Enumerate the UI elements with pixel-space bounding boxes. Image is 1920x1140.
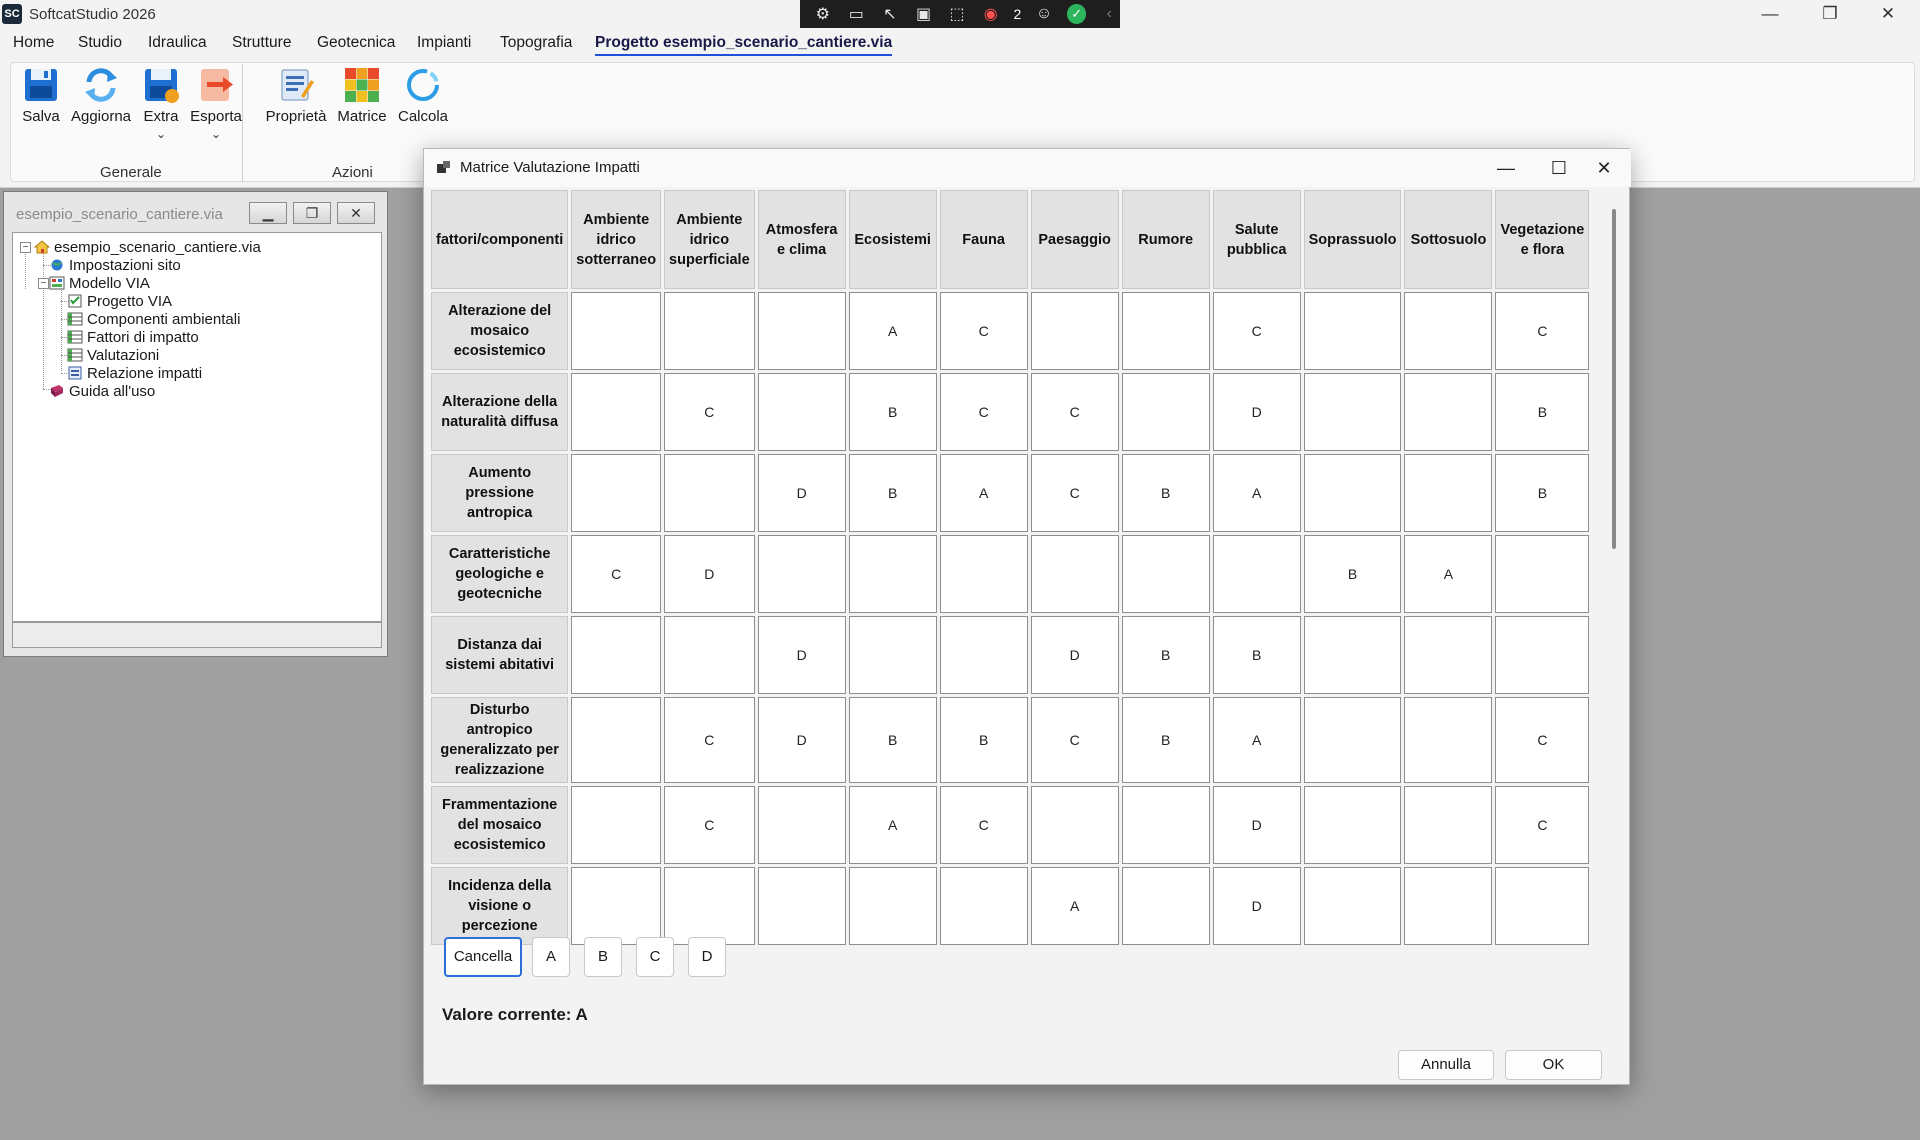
calculate-button[interactable] bbox=[396, 66, 450, 125]
menu-strutture[interactable]: Strutture bbox=[232, 34, 292, 51]
matrix-cell[interactable] bbox=[1304, 697, 1402, 783]
dialog-maximize-button[interactable]: ☐ bbox=[1550, 158, 1568, 178]
menu-home[interactable]: Home bbox=[13, 34, 55, 51]
row-header[interactable]: Aumento pressione antropica bbox=[431, 454, 568, 532]
tree-connector bbox=[43, 251, 44, 389]
tree-item-fattori-impatto[interactable]: Fattori di impatto bbox=[67, 328, 199, 348]
matrix-cell[interactable] bbox=[571, 616, 661, 694]
project-status-bar bbox=[12, 622, 382, 648]
matrix-cell[interactable] bbox=[758, 292, 846, 370]
matrix-grid-viewport bbox=[428, 187, 1608, 934]
matrix-cell[interactable] bbox=[1304, 786, 1402, 864]
matrix-cell[interactable] bbox=[664, 867, 755, 945]
refresh-label: Aggiorna bbox=[70, 108, 132, 125]
properties-icon bbox=[277, 66, 315, 104]
cancel-button[interactable]: Annulla bbox=[1398, 1050, 1494, 1080]
column-header[interactable]: Vegetazione e flora bbox=[1495, 190, 1589, 289]
ribbon-group-separator bbox=[242, 64, 243, 182]
book-icon bbox=[49, 384, 65, 398]
current-value-label: Valore corrente: A bbox=[442, 1005, 588, 1024]
extra-icon bbox=[142, 66, 180, 104]
matrix-cell[interactable] bbox=[664, 454, 755, 532]
matrix-cell[interactable] bbox=[1404, 373, 1492, 451]
menu-geotecnica[interactable]: Geotecnica bbox=[317, 34, 396, 51]
app-title: SoftcatStudio 2026 bbox=[29, 6, 156, 23]
matrix-cell[interactable] bbox=[1122, 867, 1210, 945]
tree-item-guida[interactable]: Guida all'uso bbox=[49, 382, 155, 402]
floating-toolbar bbox=[800, 0, 1120, 28]
matrix-cell[interactable] bbox=[571, 373, 661, 451]
menu-topografia[interactable]: Topografia bbox=[500, 34, 573, 51]
matrix-cell[interactable] bbox=[1495, 867, 1589, 945]
column-header[interactable]: Sottosuolo bbox=[1404, 190, 1492, 289]
table-icon bbox=[67, 348, 83, 362]
matrix-cell[interactable] bbox=[940, 535, 1028, 613]
matrix-cell[interactable] bbox=[1122, 535, 1210, 613]
matrix-cell[interactable]: B bbox=[1495, 373, 1589, 451]
matrix-cell[interactable] bbox=[1404, 697, 1492, 783]
matrix-cell[interactable] bbox=[1304, 373, 1402, 451]
tree-connector bbox=[61, 287, 62, 371]
matrix-cell[interactable]: D bbox=[1213, 867, 1301, 945]
matrix-cell[interactable] bbox=[1304, 616, 1402, 694]
matrix-cell[interactable] bbox=[1404, 616, 1492, 694]
dialog-close-button[interactable]: ✕ bbox=[1596, 158, 1612, 178]
tree-item-progetto-via[interactable]: Progetto VIA bbox=[67, 292, 172, 312]
tree-item-relazione-impatti[interactable]: Relazione impatti bbox=[67, 364, 202, 384]
minimize-button[interactable]: — bbox=[1761, 4, 1779, 23]
refresh-icon bbox=[82, 66, 120, 104]
row-header[interactable]: Frammentazione del mosaico ecosistemico bbox=[431, 786, 568, 864]
matrix-cell[interactable]: C bbox=[940, 373, 1028, 451]
matrix-cell[interactable] bbox=[1304, 292, 1402, 370]
table-row bbox=[431, 867, 1589, 945]
matrix-cell[interactable]: A bbox=[1404, 535, 1492, 613]
table-row bbox=[431, 454, 1589, 532]
dialog-app-icon bbox=[436, 159, 452, 175]
check-icon[interactable]: ✓ bbox=[1067, 4, 1087, 24]
table-icon bbox=[67, 330, 83, 344]
matrix-cell[interactable] bbox=[849, 535, 937, 613]
column-header[interactable]: Paesaggio bbox=[1031, 190, 1119, 289]
column-header[interactable]: Soprassuolo bbox=[1304, 190, 1402, 289]
matrix-cell[interactable]: C bbox=[1495, 292, 1589, 370]
matrix-cell[interactable]: D bbox=[1213, 786, 1301, 864]
row-header[interactable]: Distanza dai sistemi abitativi bbox=[431, 616, 568, 694]
checklist-icon bbox=[67, 294, 83, 308]
row-header[interactable]: Incidenza della visione o percezione bbox=[431, 867, 568, 945]
column-header[interactable]: Fauna bbox=[940, 190, 1028, 289]
export-label: Esporta bbox=[190, 108, 242, 125]
row-header[interactable]: Alterazione della naturalità diffusa bbox=[431, 373, 568, 451]
matrix-cell[interactable]: B bbox=[940, 697, 1028, 783]
matrix-corner-header: fattori/componenti bbox=[431, 190, 568, 289]
table-row bbox=[431, 373, 1589, 451]
matrix-cell[interactable] bbox=[1031, 292, 1119, 370]
menu-bar bbox=[0, 28, 1920, 58]
app-logo-icon: SC bbox=[2, 4, 22, 24]
cursor-icon[interactable]: ↖ bbox=[883, 6, 897, 23]
tree-item-modello-via[interactable]: Modello VIA bbox=[49, 274, 150, 294]
matrix-cell[interactable]: C bbox=[571, 535, 661, 613]
project-window-title: esempio_scenario_cantiere.via bbox=[16, 206, 223, 223]
matrix-button[interactable] bbox=[335, 66, 389, 125]
matrix-cell[interactable] bbox=[664, 616, 755, 694]
matrix-cell[interactable] bbox=[571, 292, 661, 370]
matrix-cell[interactable] bbox=[1495, 535, 1589, 613]
matrix-cell[interactable]: C bbox=[1213, 292, 1301, 370]
matrix-cell[interactable]: C bbox=[1031, 454, 1119, 532]
matrix-cell[interactable] bbox=[758, 373, 846, 451]
column-header[interactable]: Rumore bbox=[1122, 190, 1210, 289]
matrix-cell[interactable]: C bbox=[1495, 697, 1589, 783]
table-row bbox=[431, 616, 1589, 694]
matrix-cell[interactable]: B bbox=[1495, 454, 1589, 532]
matrix-cell[interactable] bbox=[758, 867, 846, 945]
column-header[interactable]: Atmosfera e clima bbox=[758, 190, 846, 289]
project-tree bbox=[12, 232, 382, 622]
matrix-cell[interactable] bbox=[1404, 292, 1492, 370]
matrix-cell[interactable]: C bbox=[940, 786, 1028, 864]
vertical-scrollbar[interactable] bbox=[1612, 209, 1616, 549]
restore-button[interactable]: ❐ bbox=[1822, 4, 1838, 23]
extra-label: Extra bbox=[143, 108, 179, 125]
frame-icon[interactable]: ▣ bbox=[915, 6, 932, 23]
refresh-button[interactable] bbox=[70, 66, 132, 125]
chevron-down-icon: ⌄ bbox=[155, 127, 167, 141]
matrix-cell[interactable] bbox=[1304, 454, 1402, 532]
impact-matrix-dialog bbox=[423, 148, 1630, 1085]
tree-item-project[interactable]: esempio_scenario_cantiere.via bbox=[34, 238, 261, 258]
matrix-cell[interactable]: D bbox=[1213, 373, 1301, 451]
export-button[interactable] bbox=[188, 66, 244, 141]
matrix-cell[interactable] bbox=[758, 535, 846, 613]
table-row bbox=[431, 697, 1589, 783]
matrix-cell[interactable]: B bbox=[849, 373, 937, 451]
menu-studio[interactable]: Studio bbox=[78, 34, 122, 51]
screen-settings-icon[interactable]: ⚙ bbox=[815, 6, 830, 23]
record-count: 2 bbox=[1013, 6, 1022, 22]
globe-icon bbox=[49, 258, 65, 272]
matrix-cell[interactable] bbox=[849, 867, 937, 945]
project-minimize-button[interactable]: ▁ bbox=[249, 202, 287, 224]
matrix-cell[interactable]: C bbox=[1031, 697, 1119, 783]
matrix-cell[interactable]: D bbox=[758, 454, 846, 532]
matrix-cell[interactable]: D bbox=[1031, 616, 1119, 694]
project-restore-button[interactable]: ❐ bbox=[293, 202, 331, 224]
impact-matrix bbox=[428, 187, 1592, 948]
clear-button[interactable]: Cancella bbox=[444, 937, 522, 977]
ribbon-group-azioni: Azioni bbox=[332, 164, 373, 181]
matrix-cell[interactable] bbox=[571, 786, 661, 864]
project-window bbox=[3, 191, 388, 657]
close-button[interactable]: ✕ bbox=[1880, 4, 1896, 23]
report-icon bbox=[67, 366, 83, 380]
home-icon bbox=[34, 240, 50, 254]
matrix-cell[interactable]: B bbox=[1122, 616, 1210, 694]
matrix-cell[interactable]: A bbox=[1213, 697, 1301, 783]
matrix-cell[interactable] bbox=[1031, 786, 1119, 864]
record-icon[interactable]: ◉ bbox=[983, 6, 998, 23]
matrix-cell[interactable]: D bbox=[758, 697, 846, 783]
matrix-cell[interactable] bbox=[571, 454, 661, 532]
matrix-cell[interactable]: B bbox=[849, 697, 937, 783]
tree-item-valutazioni[interactable]: Valutazioni bbox=[67, 346, 159, 366]
matrix-cell[interactable]: C bbox=[1495, 786, 1589, 864]
properties-label: Proprietà bbox=[265, 108, 327, 125]
matrix-cell[interactable]: D bbox=[758, 616, 846, 694]
matrix-label: Matrice bbox=[337, 108, 387, 125]
matrix-cell[interactable] bbox=[1404, 454, 1492, 532]
matrix-cell[interactable]: B bbox=[849, 454, 937, 532]
matrix-cell[interactable] bbox=[1031, 535, 1119, 613]
matrix-cell[interactable]: B bbox=[1213, 616, 1301, 694]
matrix-cell[interactable] bbox=[1122, 292, 1210, 370]
table-row bbox=[431, 292, 1589, 370]
menu-progetto[interactable]: Progetto esempio_scenario_cantiere.via bbox=[595, 34, 892, 56]
column-header[interactable]: Ecosistemi bbox=[849, 190, 937, 289]
matrix-cell[interactable] bbox=[664, 292, 755, 370]
matrix-body bbox=[431, 292, 1589, 945]
capture-icon[interactable]: ⬚ bbox=[949, 6, 965, 23]
value-a-button[interactable]: A bbox=[532, 937, 570, 977]
matrix-cell[interactable] bbox=[571, 697, 661, 783]
chevron-down-icon: ⌄ bbox=[210, 127, 222, 141]
video-icon[interactable]: ▭ bbox=[848, 6, 864, 23]
tree-collapse-toggle[interactable]: − bbox=[20, 242, 31, 253]
extra-button[interactable] bbox=[140, 66, 182, 141]
matrix-cell[interactable]: A bbox=[1213, 454, 1301, 532]
column-header[interactable]: Ambiente idrico superficiale bbox=[664, 190, 755, 289]
value-b-button[interactable]: B bbox=[584, 937, 622, 977]
matrix-cell[interactable]: C bbox=[664, 373, 755, 451]
dialog-titlebar bbox=[424, 149, 1631, 187]
matrix-cell[interactable] bbox=[940, 867, 1028, 945]
app-titlebar bbox=[0, 0, 1920, 28]
row-header[interactable]: Alterazione del mosaico ecosistemico bbox=[431, 292, 568, 370]
calculate-label: Calcola bbox=[397, 108, 449, 125]
matrix-cell[interactable] bbox=[1404, 786, 1492, 864]
tree-connector bbox=[25, 249, 26, 289]
matrix-cell[interactable]: A bbox=[849, 292, 937, 370]
matrix-cell[interactable] bbox=[1495, 616, 1589, 694]
matrix-cell[interactable]: C bbox=[940, 292, 1028, 370]
properties-button[interactable] bbox=[262, 66, 330, 125]
column-header[interactable]: Salute pubblica bbox=[1213, 190, 1301, 289]
accessibility-icon[interactable]: ☺ bbox=[1035, 5, 1053, 22]
matrix-cell[interactable]: A bbox=[940, 454, 1028, 532]
export-icon bbox=[197, 66, 235, 104]
matrix-cell[interactable] bbox=[1122, 786, 1210, 864]
menu-idraulica[interactable]: Idraulica bbox=[148, 34, 207, 51]
matrix-cell[interactable] bbox=[940, 616, 1028, 694]
row-header[interactable]: Disturbo antropico generalizzato per realizzazione bbox=[431, 697, 568, 783]
matrix-cell[interactable] bbox=[758, 786, 846, 864]
table-row bbox=[431, 535, 1589, 613]
matrix-icon bbox=[343, 66, 381, 104]
matrix-cell[interactable] bbox=[849, 616, 937, 694]
tree-collapse-toggle[interactable]: − bbox=[38, 278, 49, 289]
menu-impianti[interactable]: Impianti bbox=[417, 34, 472, 51]
tree-item-impostazioni-sito[interactable]: Impostazioni sito bbox=[49, 256, 181, 276]
dialog-minimize-button[interactable]: — bbox=[1497, 158, 1515, 178]
matrix-cell[interactable]: D bbox=[664, 535, 755, 613]
chevron-left-icon[interactable]: ‹ bbox=[1106, 5, 1112, 22]
table-row bbox=[431, 786, 1589, 864]
matrix-cell[interactable]: A bbox=[849, 786, 937, 864]
save-icon bbox=[22, 66, 60, 104]
matrix-cell[interactable] bbox=[1304, 867, 1402, 945]
project-close-button[interactable]: ✕ bbox=[337, 202, 375, 224]
matrix-cell[interactable] bbox=[1404, 867, 1492, 945]
model-icon bbox=[49, 276, 65, 290]
matrix-cell[interactable] bbox=[1122, 373, 1210, 451]
matrix-cell[interactable]: C bbox=[664, 697, 755, 783]
matrix-cell[interactable]: B bbox=[1122, 697, 1210, 783]
column-header[interactable]: Ambiente idrico sotterraneo bbox=[571, 190, 661, 289]
ok-button[interactable]: OK bbox=[1505, 1050, 1602, 1080]
calculate-icon bbox=[404, 66, 442, 104]
save-button[interactable] bbox=[20, 66, 62, 125]
matrix-cell[interactable] bbox=[571, 867, 661, 945]
matrix-cell[interactable]: C bbox=[664, 786, 755, 864]
matrix-cell[interactable] bbox=[1213, 535, 1301, 613]
matrix-cell[interactable]: A bbox=[1031, 867, 1119, 945]
value-c-button[interactable]: C bbox=[636, 937, 674, 977]
value-d-button[interactable]: D bbox=[688, 937, 726, 977]
row-header[interactable]: Caratteristiche geologiche e geotecniche bbox=[431, 535, 568, 613]
ribbon-group-generale: Generale bbox=[100, 164, 162, 181]
tree-item-componenti-ambientali[interactable]: Componenti ambientali bbox=[67, 310, 240, 330]
table-icon bbox=[67, 312, 83, 326]
dialog-title: Matrice Valutazione Impatti bbox=[460, 159, 640, 176]
matrix-cell[interactable]: C bbox=[1031, 373, 1119, 451]
save-label: Salva bbox=[22, 108, 60, 125]
matrix-cell[interactable]: B bbox=[1122, 454, 1210, 532]
matrix-cell[interactable]: B bbox=[1304, 535, 1402, 613]
